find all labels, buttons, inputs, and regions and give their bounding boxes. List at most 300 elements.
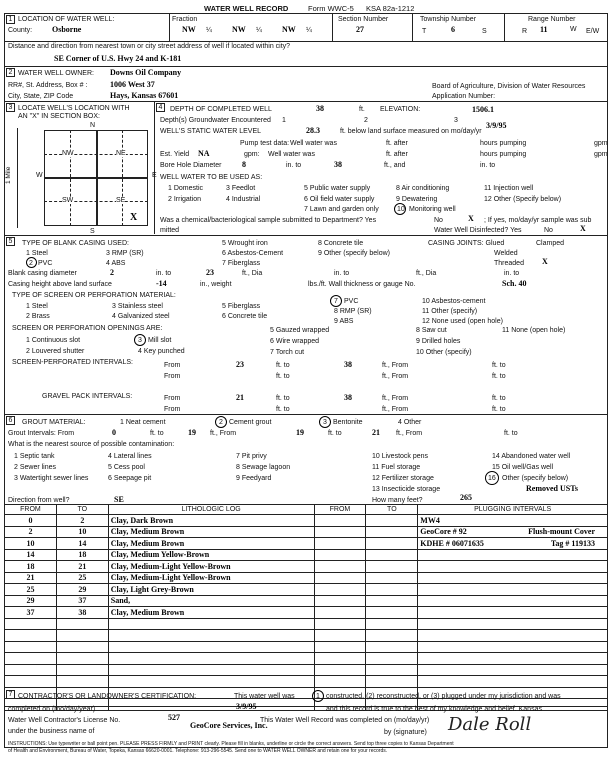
log-row [5, 607, 608, 619]
grout-bentonite[interactable]: Bentonite [333, 419, 363, 426]
signature-label: by (signature) [384, 729, 427, 736]
quarter-mark: ¼ [206, 27, 212, 34]
casing-pvc[interactable]: PVC [38, 260, 53, 267]
direction-label: Direction from well? [8, 497, 70, 504]
range-ew: E/W [586, 28, 600, 35]
opening-mill-slot[interactable]: Mill slot [148, 337, 172, 344]
opening-selected-number: 3 [138, 337, 142, 344]
cert-selected-circle [312, 690, 324, 702]
depth-value: 38 [316, 104, 324, 113]
screen-asbestos[interactable]: 10 Asbestos-cement [422, 298, 486, 305]
log-from: 10 [5, 538, 57, 550]
plug-interval [418, 607, 608, 619]
yield-gpm: gpm: [244, 151, 260, 158]
gp-from-label: From [164, 395, 181, 402]
screen-galvanized[interactable]: 4 Galvanized steel [112, 313, 170, 320]
log-row [5, 676, 608, 688]
opening-other[interactable]: 10 Other (specify) [416, 349, 472, 356]
ft-unit: ft. [359, 106, 365, 113]
screen-fiberglass[interactable]: 5 Fiberglass [222, 303, 261, 310]
contam-lagoon[interactable]: 8 Sewage lagoon [236, 464, 291, 471]
distance-label: Distance and direction from nearest town or city street address of well if located within city? [8, 43, 291, 50]
use-public-supply[interactable]: 5 Public water supply [304, 185, 371, 192]
log-row [5, 526, 608, 538]
screen-stainless[interactable]: 3 Stainless steel [112, 303, 163, 310]
log-header-from-2: FROM [314, 505, 366, 515]
section-4-number: 4 [156, 103, 165, 112]
casing-fiberglass[interactable]: 7 Fiberglass [222, 260, 261, 267]
business-name-value: GeoCore Services, Inc. [190, 721, 268, 730]
log-from: 37 [5, 607, 57, 619]
bore-label: Bore Hole Diameter [160, 162, 222, 169]
static-date: 3/9/95 [486, 121, 507, 130]
chem-no: No [434, 217, 443, 224]
contam-feedyard[interactable]: 9 Feedyard [236, 475, 272, 482]
plug-to [366, 572, 418, 584]
screen-rmp[interactable]: 8 RMP (SR) [334, 308, 372, 315]
log-to: 18 [56, 549, 108, 561]
threaded-x-mark: X [542, 257, 548, 266]
grout-cement[interactable]: Cement grout [229, 419, 272, 426]
screen-pvc[interactable]: PVC [344, 298, 359, 305]
spi-from-label-2: From [164, 373, 181, 380]
section-number-label: Section Number [338, 16, 389, 23]
plug-from [314, 584, 366, 596]
contam-abandoned-well[interactable]: 14 Abandoned water well [492, 453, 571, 460]
contam-oil-gas-well[interactable]: 15 Oil well/Gas well [492, 464, 554, 471]
location-label: LOCATION OF WATER WELL: [18, 16, 115, 23]
fraction-q3: NW [282, 25, 296, 34]
plug-to [366, 526, 418, 538]
log-from [5, 653, 57, 665]
grout-selected-b-circle [319, 416, 331, 428]
opening-selected-circle [134, 334, 146, 346]
log-row [5, 584, 608, 596]
log-row [5, 618, 608, 630]
log-description [108, 676, 314, 688]
use-feedlot[interactable]: 3 Feedlot [226, 185, 256, 192]
chem-mitted: mitted [160, 227, 180, 234]
section-7-number: 7 [6, 690, 15, 699]
plug-to [366, 561, 418, 573]
plug-interval [418, 641, 608, 653]
log-from [5, 630, 57, 642]
casing-concrete[interactable]: 8 Concrete tile [318, 240, 364, 247]
application-number-label: Application Number: [432, 93, 496, 100]
use-other[interactable]: 12 Other (Specify below) [484, 196, 562, 203]
casing-abs[interactable]: 4 ABS [106, 260, 126, 267]
screen-none[interactable]: 12 None used (open hole) [422, 318, 503, 325]
plug-interval [418, 630, 608, 642]
yield-well-water: Well water was [268, 151, 315, 158]
elevation-value: 1506.1 [472, 105, 494, 114]
contractor-signature: Dale Roll [448, 714, 532, 735]
plug-from [314, 607, 366, 619]
distance-value: SE Corner of U.S. Hwy 24 and K-181 [54, 54, 182, 63]
plug-tag: Tag # 119133 [550, 538, 595, 548]
owner-label: WATER WELL OWNER: [18, 70, 94, 77]
city-label: City, State, ZIP Code [8, 93, 74, 100]
screen-brass[interactable]: 2 Brass [26, 313, 50, 320]
license-value: 527 [168, 713, 180, 722]
gp-to-label-2: ft. to [492, 395, 506, 402]
plug-from [314, 549, 366, 561]
quarter-mark: ¼ [306, 27, 312, 34]
plug-from [314, 595, 366, 607]
plug-interval [418, 664, 608, 676]
log-description: Clay, Medium Brown [108, 538, 314, 550]
plug-from [314, 641, 366, 653]
log-header-plugging: PLUGGING INTERVALS [418, 505, 608, 515]
use-industrial[interactable]: 4 Industrial [226, 196, 261, 203]
plug-from [314, 572, 366, 584]
log-header-to: TO [56, 505, 108, 515]
range-r: R [522, 28, 528, 35]
form-number: Form WWC-5 [308, 4, 354, 13]
log-description [108, 653, 314, 665]
owner-value: Downs Oil Company [110, 68, 182, 77]
grout-selected-a-circle [215, 416, 227, 428]
log-to: 37 [56, 595, 108, 607]
log-description: Clay, Medium Brown [108, 607, 314, 619]
contamination-question: What is the nearest source of possible contamination: [8, 441, 175, 448]
log-header-from: FROM [5, 505, 57, 515]
contam-insecticide[interactable]: 13 Insecticide storage [372, 486, 441, 493]
plug-to [366, 618, 418, 630]
spi-ft-from: ft., From [382, 362, 409, 369]
lithologic-log-table [4, 504, 608, 711]
use-selected-number: 10 [397, 206, 405, 213]
screen-selected-circle [330, 295, 342, 307]
plug-from [314, 561, 366, 573]
opening-wire[interactable]: 6 Wire wrapped [270, 338, 320, 345]
gp-to-label-4: ft. to [492, 406, 506, 413]
opening-drilled[interactable]: 9 Drilled holes [416, 338, 461, 345]
opening-saw-cut[interactable]: 8 Saw cut [416, 327, 447, 334]
use-oil-field[interactable]: 6 Oil field water supply [304, 196, 375, 203]
joints-welded[interactable]: Welded [494, 250, 518, 257]
plug-to [366, 549, 418, 561]
bore-and: ft., and [384, 162, 406, 169]
opening-none[interactable]: 11 None (open hole) [502, 327, 566, 334]
city-value: Hays, Kansas 67601 [110, 91, 179, 100]
contam-fuel[interactable]: 11 Fuel storage [372, 464, 421, 471]
opening-continuous[interactable]: 1 Continuous slot [26, 337, 81, 344]
casing-label: TYPE OF BLANK CASING USED: [22, 240, 129, 247]
plug-to [366, 653, 418, 665]
blank-diameter-label: Blank casing diameter [8, 270, 77, 277]
log-row [5, 561, 608, 573]
north-label: N [90, 122, 96, 129]
feet-label: How many feet? [372, 497, 423, 504]
opening-louvered[interactable]: 2 Louvered shutter [26, 348, 85, 355]
grout-to-label-2: ft. to [328, 430, 342, 437]
log-description [108, 641, 314, 653]
screen-material-label: TYPE OF SCREEN OR PERFORATION MATERIAL: [12, 292, 176, 299]
address-label: RR#, St. Address, Box # : [8, 82, 88, 89]
business-name-label: under the business name of [8, 728, 95, 735]
opening-torch[interactable]: 7 Torch cut [270, 349, 305, 356]
opening-key-punched[interactable]: 4 Key punched [138, 348, 185, 355]
plug-from [314, 630, 366, 642]
bore-in-to-2: in. to [480, 162, 496, 169]
plug-interval [418, 584, 608, 596]
log-description [108, 618, 314, 630]
contam-lateral[interactable]: 4 Lateral lines [108, 453, 152, 460]
instructions-line-1: INSTRUCTIONS: Use typewriter or ball point pen. PLEASE PRESS FIRMLY and PRINT clearly. Please fill in blanks, underline or circle the correct answers. Send top three copies to Kansas Department [8, 741, 454, 747]
contam-fertilizer[interactable]: 12 Fertilizer storage [372, 475, 434, 482]
log-description: Clay, Medium Yellow-Brown [108, 549, 314, 561]
south-label: S [90, 228, 95, 235]
cert-text-3: and this record is true to the best of my knowledge and belief. Kansas [326, 706, 542, 713]
gp-to-value: 38 [344, 393, 352, 402]
log-to: 2 [56, 515, 108, 527]
screen-other[interactable]: 11 Other (specify) [422, 308, 478, 315]
fraction-q2: NW [232, 25, 246, 34]
plug-interval [418, 595, 608, 607]
range-dir: W [570, 26, 577, 33]
county-label: County: [8, 27, 33, 34]
cert-text-4: This Water Well Record was completed on (mo/day/yr) [260, 717, 430, 724]
log-from: 21 [5, 572, 57, 584]
joints-threaded[interactable]: Threaded [494, 260, 524, 267]
use-label: WELL WATER TO BE USED AS: [160, 174, 263, 181]
disinfected-label: Water Well Disinfected? Yes [434, 227, 522, 234]
water-well-record-form [4, 4, 608, 768]
board-label: Board of Agriculture, Division of Water Resources [432, 83, 586, 90]
form-statute: KSA 82a-1212 [366, 4, 415, 13]
log-to: 29 [56, 584, 108, 596]
grout-ft-from: ft., From [210, 430, 237, 437]
well-location-mark: X [130, 212, 138, 223]
plug-to [366, 607, 418, 619]
log-to [56, 676, 108, 688]
plug-from [314, 618, 366, 630]
locate-label-2: AN "X" IN SECTION BOX: [18, 113, 100, 120]
township-label: Township Number [420, 16, 477, 23]
plug-to [366, 515, 418, 527]
pump-after: ft. after [386, 140, 408, 147]
depth-label: DEPTH OF COMPLETED WELL [170, 106, 272, 113]
plug-to [366, 676, 418, 688]
casing-other[interactable]: 9 Other (specify below) [318, 250, 390, 257]
gp-from-label-2: From [164, 406, 181, 413]
log-description: Clay, Light Grey-Brown [108, 584, 314, 596]
log-description: Sand, [108, 595, 314, 607]
screen-intervals-label: SCREEN-PERFORATED INTERVALS: [12, 359, 133, 366]
log-description: Clay, Medium-Light Yellow-Brown [108, 561, 314, 573]
log-description [108, 630, 314, 642]
plug-to [366, 664, 418, 676]
pump-well-water: Well water was [290, 140, 337, 147]
blank-to-value: 23 [206, 268, 214, 277]
section-number-value: 27 [356, 25, 364, 34]
contam-sewer[interactable]: 2 Sewer lines [14, 464, 57, 471]
spi-to-label-2: ft. to [492, 362, 506, 369]
plug-from [314, 676, 366, 688]
screen-concrete[interactable]: 6 Concrete tile [222, 313, 268, 320]
log-from: 0 [5, 515, 57, 527]
log-row [5, 595, 608, 607]
grout-to-label: ft. to [150, 430, 164, 437]
grout-other[interactable]: 4 Other [398, 419, 422, 426]
log-row [5, 572, 608, 584]
plug-to [366, 538, 418, 550]
section-6-number: 6 [6, 416, 15, 425]
log-to: 25 [56, 572, 108, 584]
township-t: T [422, 28, 427, 35]
spi-from-label: From [164, 362, 181, 369]
spi-ft-from-2: ft., From [382, 373, 409, 380]
range-label: Range Number [528, 16, 576, 23]
casing-selected-circle [26, 257, 37, 268]
yield-label: Est. Yield [160, 151, 190, 158]
use-dewatering[interactable]: 9 Dewatering [396, 196, 438, 203]
county-value: Osborne [52, 25, 82, 34]
joints-clamped[interactable]: Clamped [536, 240, 565, 247]
contam-selected-number: 16 [488, 475, 496, 482]
gp-from-value: 21 [236, 393, 244, 402]
use-air-conditioning[interactable]: 8 Air conditioning [396, 185, 450, 192]
pump-hours: hours pumping [480, 140, 527, 147]
contam-removed-usts: Removed USTs [526, 484, 578, 493]
screen-selected-number: 7 [334, 298, 338, 305]
cert-date: 3/9/95 [236, 702, 257, 711]
plug-interval [418, 549, 608, 561]
groundwater-label: Depth(s) Groundwater Encountered [160, 117, 271, 124]
chem-tail: ; If yes, mo/day/yr sample was sub [484, 217, 592, 224]
log-to [56, 618, 108, 630]
section-2-number: 2 [6, 68, 15, 77]
screen-abs[interactable]: 9 ABS [334, 318, 354, 325]
contam-other[interactable]: Other (specify below) [502, 475, 569, 482]
elevation-label: ELEVATION: [380, 106, 421, 113]
log-from: 2 [5, 526, 57, 538]
log-to: 21 [56, 561, 108, 573]
plug-to [366, 595, 418, 607]
section-5-number: 5 [6, 237, 15, 246]
license-label: Water Well Contractor's License No. [8, 717, 121, 724]
static-level-value: 28.3 [306, 126, 320, 135]
use-monitoring[interactable]: Monitoring well [409, 206, 456, 213]
gw-3: 3 [454, 117, 458, 124]
spi-to-label-4: ft. to [492, 373, 506, 380]
use-injection[interactable]: 11 Injection well [484, 185, 534, 192]
certification-label: CONTRACTOR'S OR LANDOWNER'S CERTIFICATION: [18, 693, 197, 700]
plug-flush-cover: Flush-mount Cover [528, 527, 595, 537]
screen-steel[interactable]: 1 Steel [26, 303, 48, 310]
mile-label: 1 Mile [5, 166, 12, 184]
nw-label: NW [62, 150, 74, 157]
instructions-line-2: of Health and Environment, Bureau of Water, Topeka, Kansas 66620-0001. Telephone: 913-296-5545. Send one to WATER WELL OWNER and retain one for your records. [8, 748, 388, 754]
casing-steel[interactable]: 1 Steel [26, 250, 48, 257]
grout-selected-b-number: 3 [323, 419, 327, 426]
yield-after: ft. after [386, 151, 408, 158]
plug-interval: MW4 [418, 515, 608, 527]
log-row [5, 630, 608, 642]
plug-interval: KDHE # 06071635 Tag # 119133 [418, 538, 608, 550]
joints-label: CASING JOINTS: Glued [428, 240, 505, 247]
blank-in-to-2: in. to [334, 270, 350, 277]
township-dir: S [482, 28, 487, 35]
casing-weight-label: in., weight [200, 281, 232, 288]
log-from: 18 [5, 561, 57, 573]
spi-to-value: 38 [344, 360, 352, 369]
section-3-number: 3 [6, 103, 15, 112]
contam-septic[interactable]: 1 Septic tank [14, 453, 55, 460]
spi-from-value: 23 [236, 360, 244, 369]
plug-from [314, 515, 366, 527]
use-lawn[interactable]: 7 Lawn and garden only [304, 206, 379, 213]
contam-pit-privy[interactable]: 7 Pit privy [236, 453, 267, 460]
yield-gpm-2: gpm [594, 151, 608, 158]
grout-to2-value: 21 [372, 428, 380, 437]
log-row [5, 515, 608, 527]
log-row [5, 664, 608, 676]
casing-asbestos[interactable]: 6 Asbestos-Cement [222, 250, 284, 257]
gp-to-label-3: ft. to [276, 406, 290, 413]
plug-to [366, 584, 418, 596]
blank-in-to-3: in. to [504, 270, 520, 277]
cert-completed-label: completed on (mo/day/year) [8, 706, 96, 713]
contam-selected-circle [485, 471, 499, 485]
log-from: 14 [5, 549, 57, 561]
plug-interval [418, 676, 608, 688]
log-to [56, 653, 108, 665]
opening-gauzed[interactable]: 5 Gauzed wrapped [270, 327, 330, 334]
bore-in-to: in. to [286, 162, 302, 169]
quarter-mark: ¼ [256, 27, 262, 34]
wall-thickness-label: lbs./ft. Wall thickness or gauge No. [308, 281, 416, 288]
grout-label: GROUT MATERIAL: [22, 419, 86, 426]
plug-interval [418, 618, 608, 630]
plug-from [314, 664, 366, 676]
pump-test-label: Pump test data: [240, 140, 290, 147]
log-description [108, 664, 314, 676]
grout-selected-a-number: 2 [219, 419, 223, 426]
bore-to-value: 38 [334, 160, 342, 169]
gw-1: 1 [282, 117, 286, 124]
grout-from-value: 0 [112, 428, 116, 437]
casing-rmp[interactable]: 3 RMP (SR) [106, 250, 144, 257]
casing-wrought-iron[interactable]: 5 Wrought iron [222, 240, 268, 247]
plug-interval [418, 653, 608, 665]
township-value: 6 [451, 25, 455, 34]
chem-sample-question: Was a chemical/bacteriological sample submitted to Department? Yes [160, 217, 377, 224]
contam-cess-pool[interactable]: 5 Cess pool [108, 464, 145, 471]
contam-watertight-sewer[interactable]: 3 Watertight sewer lines [14, 475, 89, 482]
use-domestic[interactable]: 1 Domestic [168, 185, 204, 192]
section-1-number: 1 [6, 15, 15, 24]
bore-value: 8 [242, 160, 246, 169]
log-from [5, 676, 57, 688]
cert-text-1: This water well was [234, 693, 295, 700]
cert-text-2: constructed, (2) reconstructed, or (3) plugged under my jurisdiction and was [326, 693, 561, 700]
contam-livestock[interactable]: 10 Livestock pens [372, 453, 429, 460]
east-label: E [152, 172, 157, 179]
log-from: 25 [5, 584, 57, 596]
chem-x-mark: X [468, 214, 474, 223]
contam-seepage[interactable]: 6 Seepage pit [108, 475, 152, 482]
direction-value: SE [114, 495, 124, 504]
use-selected-circle [394, 203, 406, 215]
grout-neat[interactable]: 1 Neat cement [120, 419, 166, 426]
use-irrigation[interactable]: 2 Irrigation [168, 196, 202, 203]
gp-to-label: ft. to [276, 395, 290, 402]
address-value: 1006 West 37 [110, 80, 155, 89]
gp-ft-from-2: ft., From [382, 406, 409, 413]
log-from [5, 618, 57, 630]
